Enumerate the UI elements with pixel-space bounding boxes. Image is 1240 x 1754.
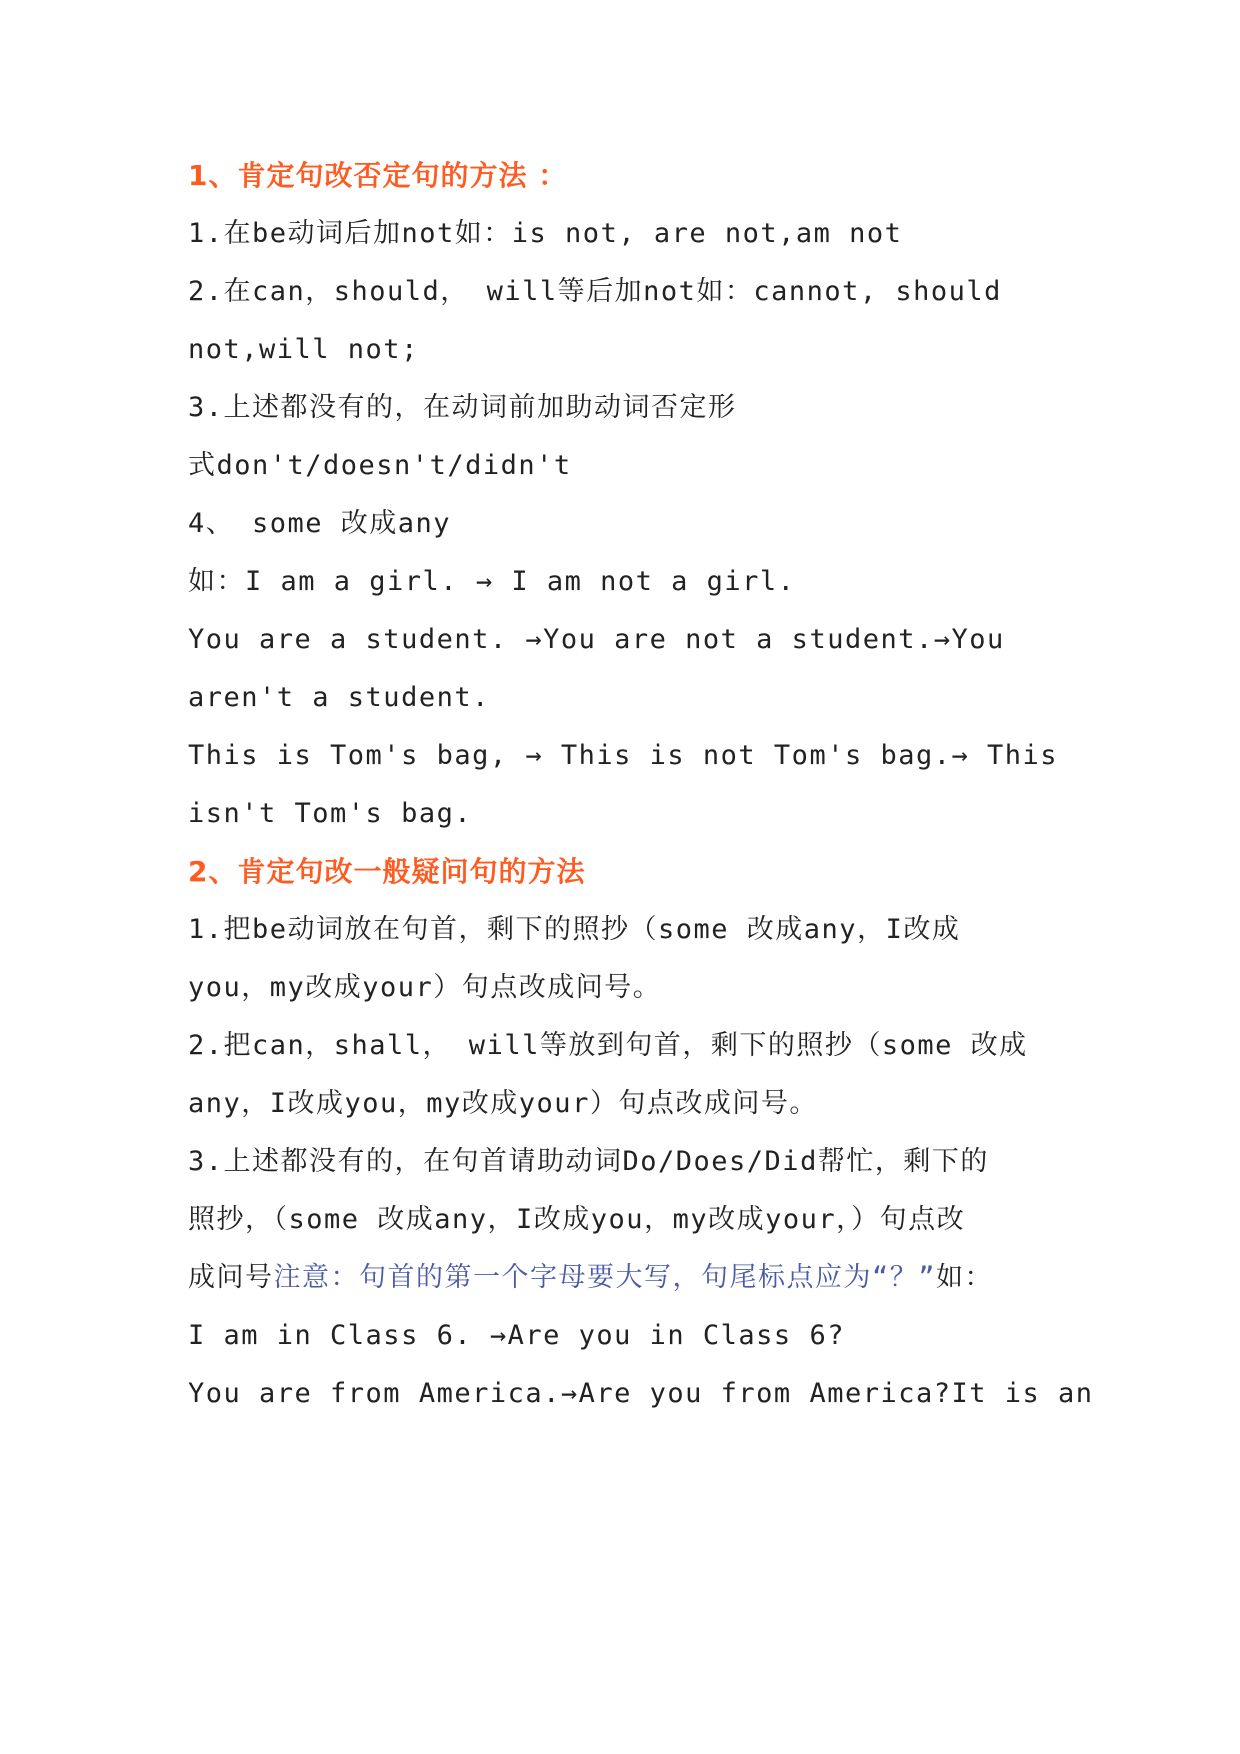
section-1-line-6: 4、 some 改成any xyxy=(188,508,452,539)
section-1-line-9: aren't a student. xyxy=(188,682,490,713)
section-1-line-2: 2.在can，should， will等后加not如：cannot, should xyxy=(188,276,1002,307)
note-line-prefix: 成问号 xyxy=(188,1262,274,1293)
section-2-line-4: any，I改成you，my改成your）句点改成问号。 xyxy=(188,1088,818,1119)
section-1-line-1: 1.在be动词后加not如：is not, are not,am not xyxy=(188,218,903,249)
section-1-line-4: 3.上述都没有的，在动词前加助动词否定形 xyxy=(188,392,737,423)
section-2-line-5: 3.上述都没有的，在句首请助动词Do/Does/Did帮忙，剩下的 xyxy=(188,1146,989,1177)
section-1-line-8: You are a student. →You are not a student.→You xyxy=(188,624,1005,655)
section-2-line-3: 2.把can，shall， will等放到句首，剩下的照抄（some 改成 xyxy=(188,1030,1028,1061)
section-2-note-line xyxy=(188,1260,993,1296)
note-line-suffix: 如： xyxy=(936,1262,994,1293)
section-2-heading: 2、肯定句改一般疑问句的方法 xyxy=(188,855,586,888)
section-2-line-1: 1.把be动词放在句首，剩下的照抄（some 改成any，I改成 xyxy=(188,914,961,945)
section-1-line-10: This is Tom's bag, → This is not Tom's bag.→ This xyxy=(188,740,1059,771)
section-1-line-7: 如：I am a girl. → I am not a girl. xyxy=(188,566,796,597)
section-2-example-1: I am in Class 6. →Are you in Class 6? xyxy=(188,1320,845,1351)
section-1-line-3: not,will not; xyxy=(188,334,419,365)
section-1-line-11: isn't Tom's bag. xyxy=(188,798,473,829)
section-2-example-2: You are from America.→Are you from America?It is an xyxy=(188,1378,1094,1409)
section-1-line-5: 式don't/doesn't/didn't xyxy=(188,450,572,481)
section-2-line-2: you，my改成your）句点改成问号。 xyxy=(188,972,662,1003)
section-1-heading: 1、肯定句改否定句的方法 ： xyxy=(188,159,568,192)
section-2-line-6: 照抄，（some 改成any，I改成you，my改成your，）句点改 xyxy=(188,1204,966,1235)
capitalization-note: 注意：句首的第一个字母要大写，句尾标点应为“？” xyxy=(273,1262,937,1293)
